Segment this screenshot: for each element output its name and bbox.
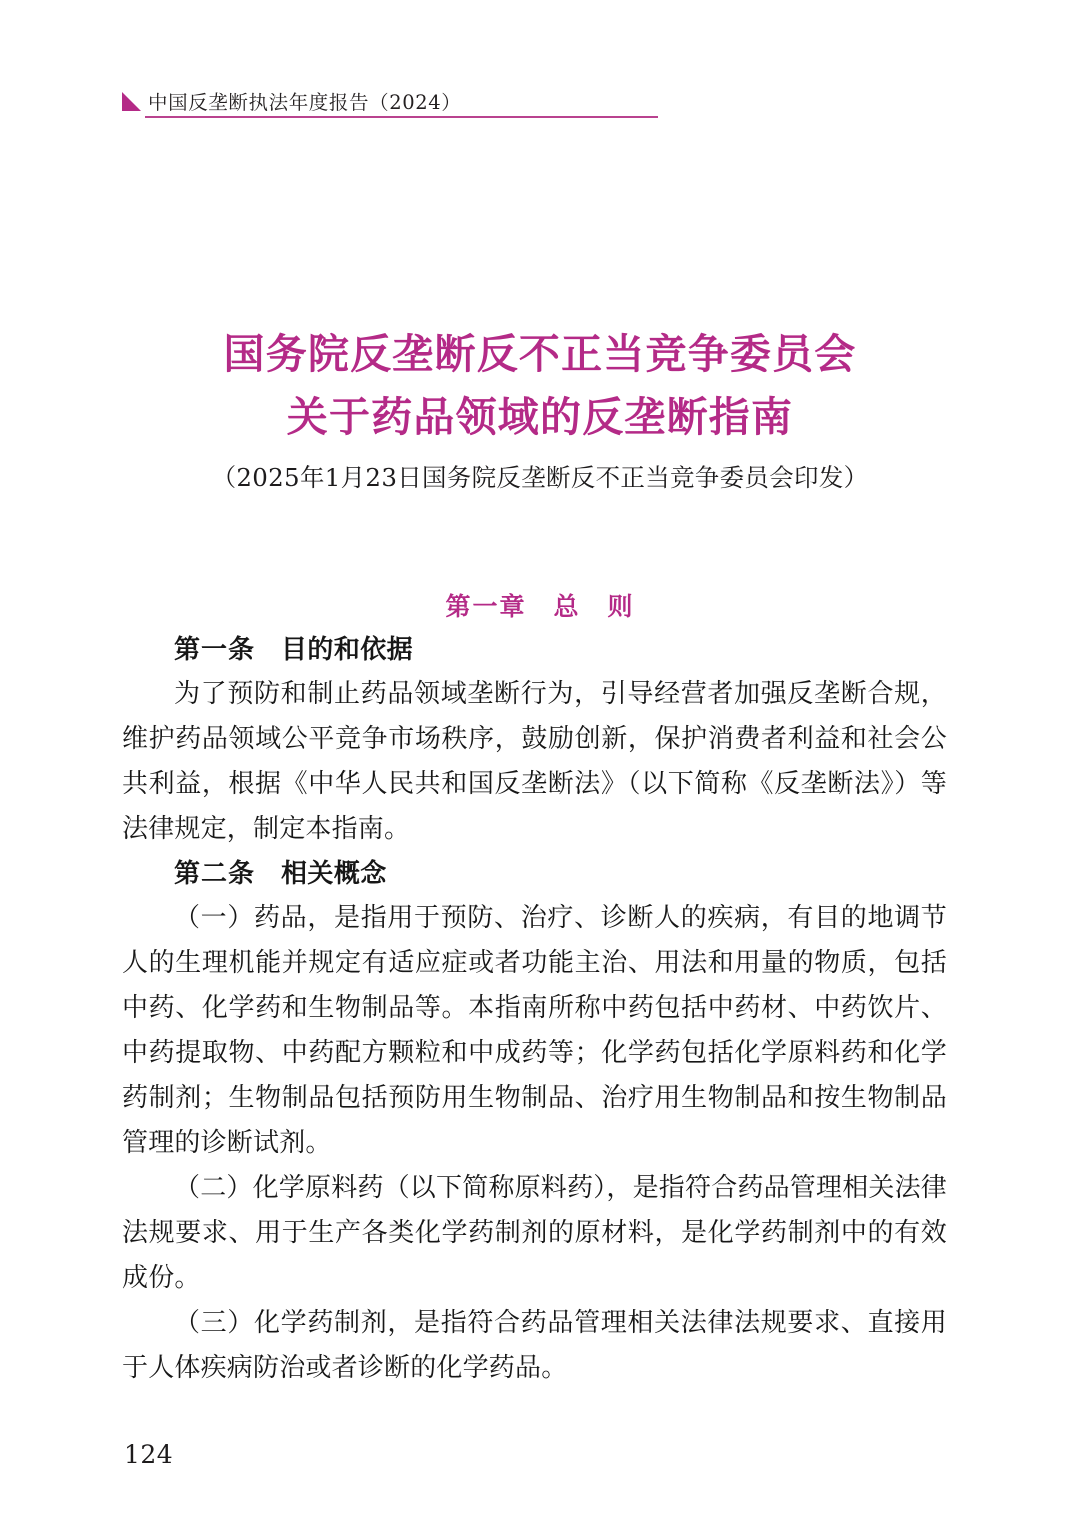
article-heading-1	[122, 628, 947, 672]
article-2-paragraph-1: （一）药品，是指用于预防、治疗、诊断人的疾病，有目的地调节人的生理机能并规定有适应症或者功能主治、用法和用量的物质，包括中药、化学药和生物制品等。本指南所称中药包括中药材、中药饮片、中药提取物、中药配方颗粒和中成药等；化学药包括化学原料药和化学药制剂；生物制品包括预防用生物制品、治疗用生物制品和按生物制品管理的诊断试剂。	[122, 903, 947, 1158]
chapter-heading: 第一章 总 则	[445, 591, 635, 621]
article-title-2: 相关概念	[281, 859, 387, 889]
article-2-paragraph-3: （三）化学药制剂，是指符合药品管理相关法律法规要求、直接用于人体疾病防治或者诊断的化学药品。	[122, 1308, 947, 1383]
article-2-paragraph-2: （二）化学原料药（以下简称原料药），是指符合药品管理相关法律法规要求、用于生产各类化学药制剂的原材料，是化学药制剂中的有效成份。	[122, 1173, 948, 1293]
article-number-2: 第二条	[174, 859, 256, 889]
running-head-row	[122, 78, 658, 112]
article-1-paragraph-1: 为了预防和制止药品领域垄断行为，引导经营者加强反垄断合规，维护药品领域公平竞争市场秩序，鼓励创新，保护消费者利益和社会公共利益，根据《中华人民共和国反垄断法》（以下简称《反垄断法》）等法律规定，制定本指南。	[122, 679, 947, 844]
header-rule-divider	[145, 116, 658, 118]
issuance-note: （2025年1月23日国务院反垄断反不正当竞争委员会印发）	[211, 463, 869, 492]
page-number: 124	[124, 1440, 174, 1469]
document-body	[122, 628, 947, 1391]
page-title-line-2: 关于药品领域的反垄断指南	[286, 393, 794, 442]
article-heading-2	[122, 852, 947, 896]
triangle-marker-icon	[122, 92, 141, 111]
article-title-1: 目的和依据	[281, 635, 414, 665]
running-head	[122, 78, 658, 120]
running-head-title: 中国反垄断执法年度报告（2024）	[148, 90, 462, 114]
page-title	[0, 323, 1080, 449]
page-title-line-1: 国务院反垄断反不正当竞争委员会	[223, 330, 857, 379]
article-number-1: 第一条	[174, 635, 256, 665]
